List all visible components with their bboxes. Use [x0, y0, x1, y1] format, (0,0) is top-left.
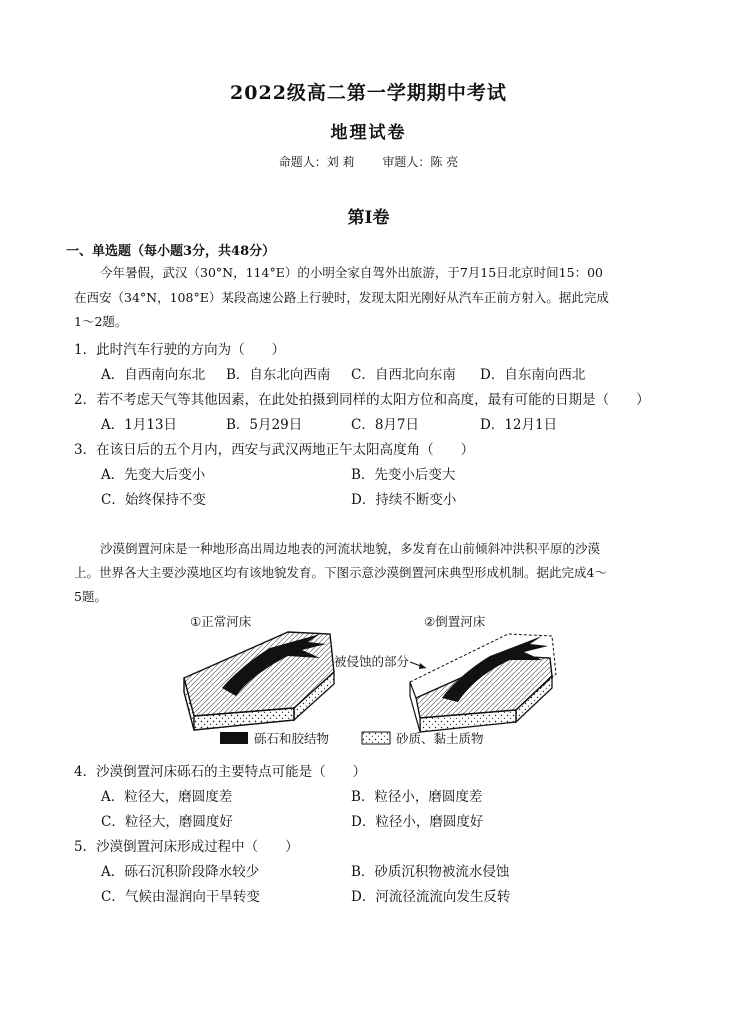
q2-option-b: B．5月29日	[226, 417, 303, 433]
q2-stem: 2．若不考虑天气等其他因素，在此处拍摄到同样的太阳方位和高度，最有可能的日期是（ ）	[74, 392, 650, 408]
riverbed-figure	[170, 612, 570, 758]
q5-option-a: A．砾石沉积阶段降水较少	[101, 864, 260, 880]
passage2-line2: 上。世界各大主要沙漠地区均有该地貌发育。下图示意沙漠倒置河床典型形成机制。据此完成4～	[74, 565, 607, 580]
legend-sand-swatch	[362, 732, 390, 744]
legend-gravel-label: 砾石和胶结物	[254, 731, 330, 746]
passage1-line1: 今年暑假，武汉（30°N，114°E）的小明全家自驾外出旅游，于7月15日北京时间15：00	[100, 265, 603, 280]
label-inverted-riverbed: ②倒置河床	[424, 614, 486, 629]
q3-option-a: A．先变大后变小	[101, 467, 206, 483]
legend-sand-label: 砂质、黏土质物	[396, 731, 484, 746]
volume-heading: 第Ⅰ卷	[347, 208, 390, 228]
eroded-arrowhead-icon	[419, 663, 426, 669]
q3-option-d: D．持续不断变小	[351, 492, 457, 508]
q2-option-a: A．1月13日	[101, 417, 178, 433]
q5-option-d: D．河流径流流向发生反转	[351, 889, 511, 905]
passage1-line3: 1～2题。	[74, 314, 128, 329]
q4-option-c: C．粒径大，磨圆度好	[101, 814, 233, 830]
q3-option-b: B．先变小后变大	[351, 467, 456, 483]
q1-option-c: C．自西北向东南	[351, 367, 456, 383]
q1-option-a: A．自西南向东北	[101, 367, 206, 383]
inverted-riverbed-block	[410, 634, 556, 732]
legend-gravel-swatch	[220, 732, 248, 744]
reviewer-label: 审题人：陈 亮	[382, 155, 459, 169]
q4-option-a: A．粒径大，磨圆度差	[101, 789, 233, 805]
label-eroded-part: 被侵蚀的部分	[334, 654, 410, 669]
exam-title: 2022级高二第一学期期中考试	[230, 82, 507, 104]
q2-option-d: D．12月1日	[480, 417, 558, 433]
label-normal-riverbed: ①正常河床	[190, 614, 252, 629]
q3-stem: 3．在该日后的五个月内，西安与武汉两地正午太阳高度角（ ）	[74, 442, 475, 458]
author-label: 命题人：刘 莉	[278, 155, 355, 169]
q5-option-b: B．砂质沉积物被流水侵蚀	[351, 864, 510, 880]
passage2-line1: 沙漠倒置河床是一种地形高出周边地表的河流状地貌，多发育在山前倾斜冲洪积平原的沙漠	[100, 541, 601, 556]
q3-option-c: C．始终保持不变	[101, 492, 206, 508]
exam-subtitle: 地理试卷	[330, 123, 407, 143]
q5-stem: 5．沙漠倒置河床形成过程中（ ）	[74, 839, 299, 855]
passage2-line3: 5题。	[74, 589, 107, 604]
q2-option-c: C．8月7日	[351, 417, 420, 433]
normal-riverbed-block	[184, 632, 334, 730]
q1-stem: 1．此时汽车行驶的方向为（ ）	[74, 342, 286, 358]
q1-option-b: B．自东北向西南	[226, 367, 331, 383]
q4-option-d: D．粒径小，磨圆度好	[351, 814, 484, 830]
section-heading: 一、单选题（每小题3分，共48分）	[66, 244, 276, 259]
q4-stem: 4．沙漠倒置河床砾石的主要特点可能是（ ）	[74, 764, 367, 780]
passage1-line2: 在西安（34°N，108°E）某段高速公路上行驶时，发现太阳光刚好从汽车正前方射入。据此完成	[74, 290, 609, 305]
q4-option-b: B．粒径小，磨圆度差	[351, 789, 483, 805]
authors-line	[0, 153, 737, 170]
q5-option-c: C．气候由湿润向干旱转变	[101, 889, 260, 905]
q1-option-d: D．自东南向西北	[480, 367, 586, 383]
